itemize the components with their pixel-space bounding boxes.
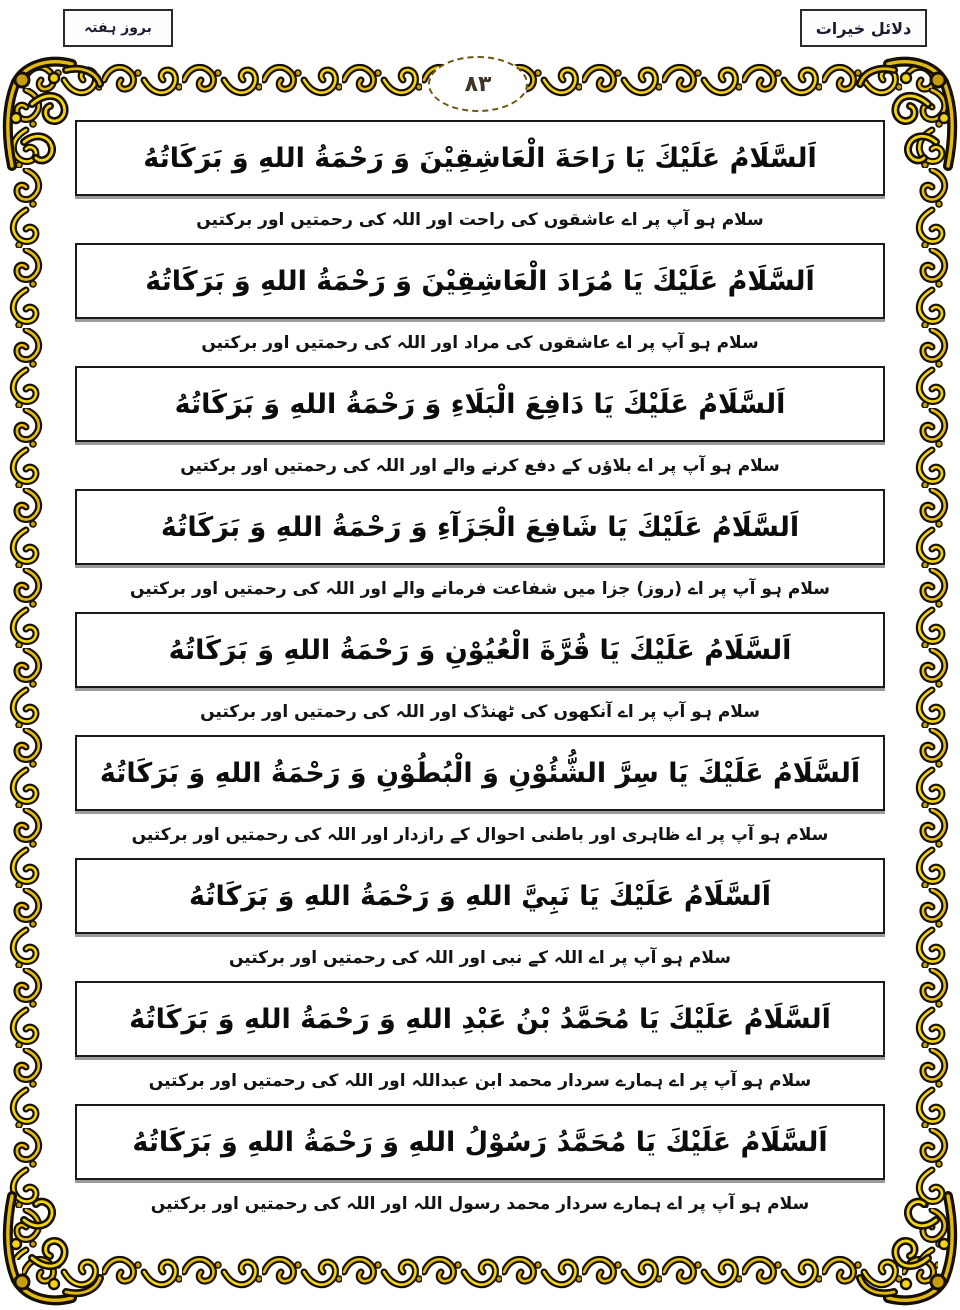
urdu-translation-line [75,566,885,610]
arabic-salutation-box [75,120,885,196]
salutation-section [75,489,885,610]
page-number-badge [428,56,528,112]
arabic-salutation-text: اَلسَّلَامُ عَلَيْكَ يَا شَافِعَ الْجَزَآءِ وَ رَحْمَةُ اللهِ وَ بَرَكَاتُهُ [160,511,800,543]
urdu-translation-line [75,1058,885,1102]
arabic-salutation-text: اَلسَّلَامُ عَلَيْكَ يَا مُحَمَّدُ بْنُ عَبْدِ اللهِ وَ رَحْمَةُ اللهِ وَ بَرَكَاتُهُ [129,1003,831,1035]
salutations-list [75,120,885,1227]
arabic-salutation-box [75,243,885,319]
urdu-translation-text: سلام ہو آپ پر اے اللہ کے نبی اور اللہ کی رحمتیں اور برکتیں [229,947,731,968]
arabic-salutation-text: اَلسَّلَامُ عَلَيْكَ يَا مُحَمَّدُ رَسُوْلُ اللهِ وَ رَحْمَةُ اللهِ وَ بَرَكَاتُهُ [132,1126,828,1158]
salutation-section [75,366,885,487]
arabic-salutation-box [75,1104,885,1180]
urdu-translation-line [75,1181,885,1225]
salutation-section [75,981,885,1102]
arabic-salutation-text: اَلسَّلَامُ عَلَيْكَ يَا دَافِعَ الْبَلَاءِ وَ رَحْمَةُ اللهِ وَ بَرَكَاتُهُ [174,388,786,420]
arabic-salutation-box [75,612,885,688]
page-number: ۸۳ [464,71,492,97]
urdu-translation-text: سلام ہو آپ پر اے بلاؤں کے دفع کرنے والے اور اللہ کی رحمتیں اور برکتیں [180,455,780,476]
ornamental-border-bottom-icon [22,1252,938,1294]
arabic-salutation-box [75,735,885,811]
urdu-translation-text: سلام ہو آپ پر اے (روز) جزا میں شفاعت فرمانے والے اور اللہ کی رحمتیں اور برکتیں [130,578,830,599]
arabic-salutation-text: اَلسَّلَامُ عَلَيْكَ يَا نَبِيَّ اللهِ وَ رَحْمَةُ اللهِ وَ بَرَكَاتُهُ [188,880,772,912]
urdu-translation-line [75,689,885,733]
urdu-translation-text: سلام ہو آپ پر اے ظاہری اور باطنی احوال کے رازدار اور اللہ کی رحمتیں اور برکتیں [131,824,829,845]
arabic-salutation-text: اَلسَّلَامُ عَلَيْكَ يَا مُرَادَ الْعَاشِقِيْنَ وَ رَحْمَةُ اللهِ وَ بَرَكَاتُهُ [145,265,815,297]
arabic-salutation-text: اَلسَّلَامُ عَلَيْكَ يَا سِرَّ الشُّئُوْنِ وَ الْبُطُوْنِ وَ رَحْمَةُ اللهِ وَ بَرَكَاتُهُ [99,757,861,789]
arabic-salutation-box [75,981,885,1057]
salutation-section [75,120,885,241]
weekday-label-box [63,9,173,47]
salutation-section [75,858,885,979]
urdu-translation-text: سلام ہو آپ پر اے آنکھوں کی ٹھنڈک اور اللہ کی رحمتیں اور برکتیں [200,701,760,722]
ornamental-border-right-icon [912,88,954,1260]
urdu-translation-text: سلام ہو آپ پر اے ہمارے سردار محمد ابن عبداللہ اور اللہ کی رحمتیں اور برکتیں [148,1070,812,1091]
salutation-section [75,243,885,364]
urdu-translation-text: سلام ہو آپ پر اے ہمارے سردار محمد رسول اللہ اور اللہ کی رحمتیں اور برکتیں [150,1193,810,1214]
salutation-section [75,612,885,733]
urdu-translation-line [75,443,885,487]
arabic-salutation-box [75,489,885,565]
arabic-salutation-box [75,366,885,442]
ornamental-border-left-icon [6,88,48,1260]
arabic-salutation-text: اَلسَّلَامُ عَلَيْكَ يَا قُرَّةَ الْعُيُوْنِ وَ رَحْمَةُ اللهِ وَ بَرَكَاتُهُ [168,634,792,666]
arabic-salutation-text: اَلسَّلَامُ عَلَيْكَ يَا رَاحَةَ الْعَاشِقِيْنَ وَ رَحْمَةُ اللهِ وَ بَرَكَاتُهُ [143,142,817,174]
urdu-translation-text: سلام ہو آپ پر اے عاشقوں کی راحت اور اللہ کی رحمتیں اور برکتیں [196,209,764,230]
urdu-translation-line [75,320,885,364]
urdu-translation-text: سلام ہو آپ پر اے عاشقوں کی مراد اور اللہ کی رحمتیں اور برکتیں [201,332,759,353]
salutation-section [75,1104,885,1225]
book-title-box [800,9,927,47]
urdu-translation-line [75,197,885,241]
urdu-translation-line [75,812,885,856]
arabic-salutation-box [75,858,885,934]
book-title: دلائل خیرات [815,18,912,38]
urdu-translation-line [75,935,885,979]
weekday-label: بروز ہفتہ [84,20,152,36]
salutation-section [75,735,885,856]
